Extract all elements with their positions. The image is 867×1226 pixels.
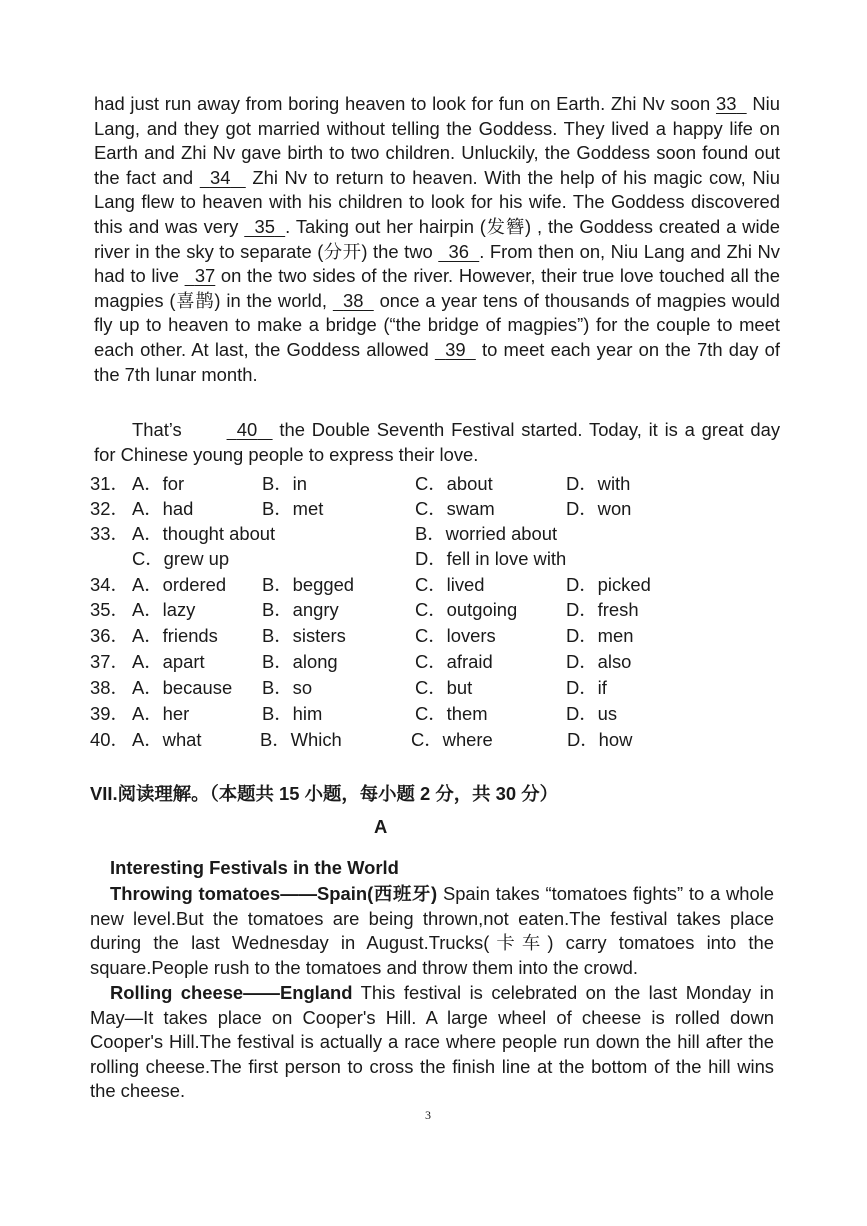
blank-40[interactable]: 40	[236, 419, 258, 440]
reading-title: Interesting Festivals in the World	[110, 857, 399, 878]
blank-34[interactable]: 34	[209, 166, 231, 188]
part-label: A	[374, 816, 388, 837]
festival-heading-spain: Throwing tomatoes——Spain(西班牙)	[110, 883, 438, 904]
blank-36[interactable]: 36	[448, 240, 469, 262]
exam-page: had just run away from boring heaven to look for fun on Earth. Zhi Nv soon 33 Niu Lang, and they got married without telling the Goddess. They lived a happy life on Earth and Zhi Nv gave birth to two children. Unluckily, the Goddess soon found out the fact and 34 Zhi Nv to return to heaven. With the help of his magic cow, Niu Lang flew to heaven with his children to look for his wife. The Goddess discovered this and was very 35 . Taking out her hairpin (发簪) , the Goddess created a wide river in the sky to separate (分开) the two 36 . From then on, Niu Lang and Zhi Nv had to live 37 on the two sides of the river. However, their true love touched all the magpies (喜鹊) in the world, 38 once a year tens of thousands of magpies would fly up to heaven to make a bridge (“the bridge of magpies”) for the couple to meet each other. At last, the Goddess allowed 39 to meet each year on the 7th day of the 7th lunar month. That’s 40 the Double Seventh Festival started. Today, it is a great day for Chinese young people to express their love. 31． A．for B．in C．about D．with 32． A．had B．met C．swam D．won 33． A．thought about B．worried about C．grew up D．fell in love with 34． A．ordered B．begged C．lived D．picked 35． A．lazy B．angry C．outgoing D．fresh 36． A．friends B．sisters C．lovers D．men 37． A．apart B．along C．afraid D．also 38． A．because B．so C．but D．if 39． A．her B．him C．them D．us 40． A．what B．Which C．where D．how VII.阅读理解。（本题共 15 小题，每小题 2 分，共 30 分） A Interesting Festivals in the World Throwing tomatoes——Spain(西班牙) Spain takes “tomatoes fights” to a whole new level.But the tomatoes are being thrown,not eaten.The festival takes place during the last Wednesday in August.Trucks(卡车) carry tomatoes into the square.People rush to the tomatoes and throw them into the crowd. Rolling cheese——England This festival is celebrated on the last Monday in May—It takes place on Cooper's Hill. A large wheel of cheese is rolled down Cooper's Hill.The festival is actually a race where people run down the hill after the rolling cheese.The first person to cross the finish line at the bottom of the hill wins the cheese. 3	[90, 93, 781, 1122]
reading-paragraph-2: Rolling cheese——England This festival is celebrated on the last Monday in May—It takes place on Cooper's Hill. A large wheel of cheese is rolled down Cooper's Hill.The festival is actually a race where people run down the hill after the rolling cheese.The first person to cross the finish line at the bottom of the hill wins the cheese.	[90, 982, 774, 1102]
blank-37[interactable]: 37	[194, 265, 216, 287]
festival-heading-england: Rolling cheese——England	[110, 982, 353, 1003]
section-heading: VII.阅读理解。（本题共 15 小题，每小题 2 分，共 30 分）	[90, 783, 559, 804]
reading-paragraph-1: Throwing tomatoes——Spain(西班牙) Spain takes “tomatoes fights” to a whole new level.But the tomatoes are being thrown,not eaten.The festival takes place during the last Wednesday in August.Trucks(卡车) carry tomatoes into the square.People rush to the tomatoes and throw them into the crowd.	[90, 883, 775, 978]
page-number: 3	[425, 1108, 431, 1122]
blank-39[interactable]: 39	[445, 338, 466, 360]
blank-35[interactable]: 35	[254, 215, 275, 237]
passage-paragraph-1: had just run away from boring heaven to look for fun on Earth. Zhi Nv soon 33 Niu Lang, and they got married without telling the Goddess. They lived a happy life on Earth and Zhi Nv gave birth to two children. Unluckily, the Goddess soon found out the fact and 34 Zhi Nv to return to heaven. With the help of his magic cow, Niu Lang flew to heaven with his children to look for his wife. The Goddess discovered this and was very 35 . Taking out her hairpin (发簪) , the Goddess created a wide river in the sky to separate (分开) the two 36 . From then on, Niu Lang and Zhi Nv had to live 37 on the two sides of the river. However, their true love touched all the magpies (喜鹊) in the world, 38 once a year tens of thousands of magpies would fly up to heaven to make a bridge (“the bridge of magpies”) for the couple to meet each other. At last, the Goddess allowed 39 to meet each year on the 7th day of the 7th lunar month.	[94, 93, 780, 385]
blank-38[interactable]: 38	[343, 289, 364, 311]
passage-paragraph-2: That’s 40 the Double Seventh Festival started. Today, it is a great day for Chinese young people to express their love.	[94, 419, 781, 465]
blank-33[interactable]: 33	[715, 93, 737, 114]
